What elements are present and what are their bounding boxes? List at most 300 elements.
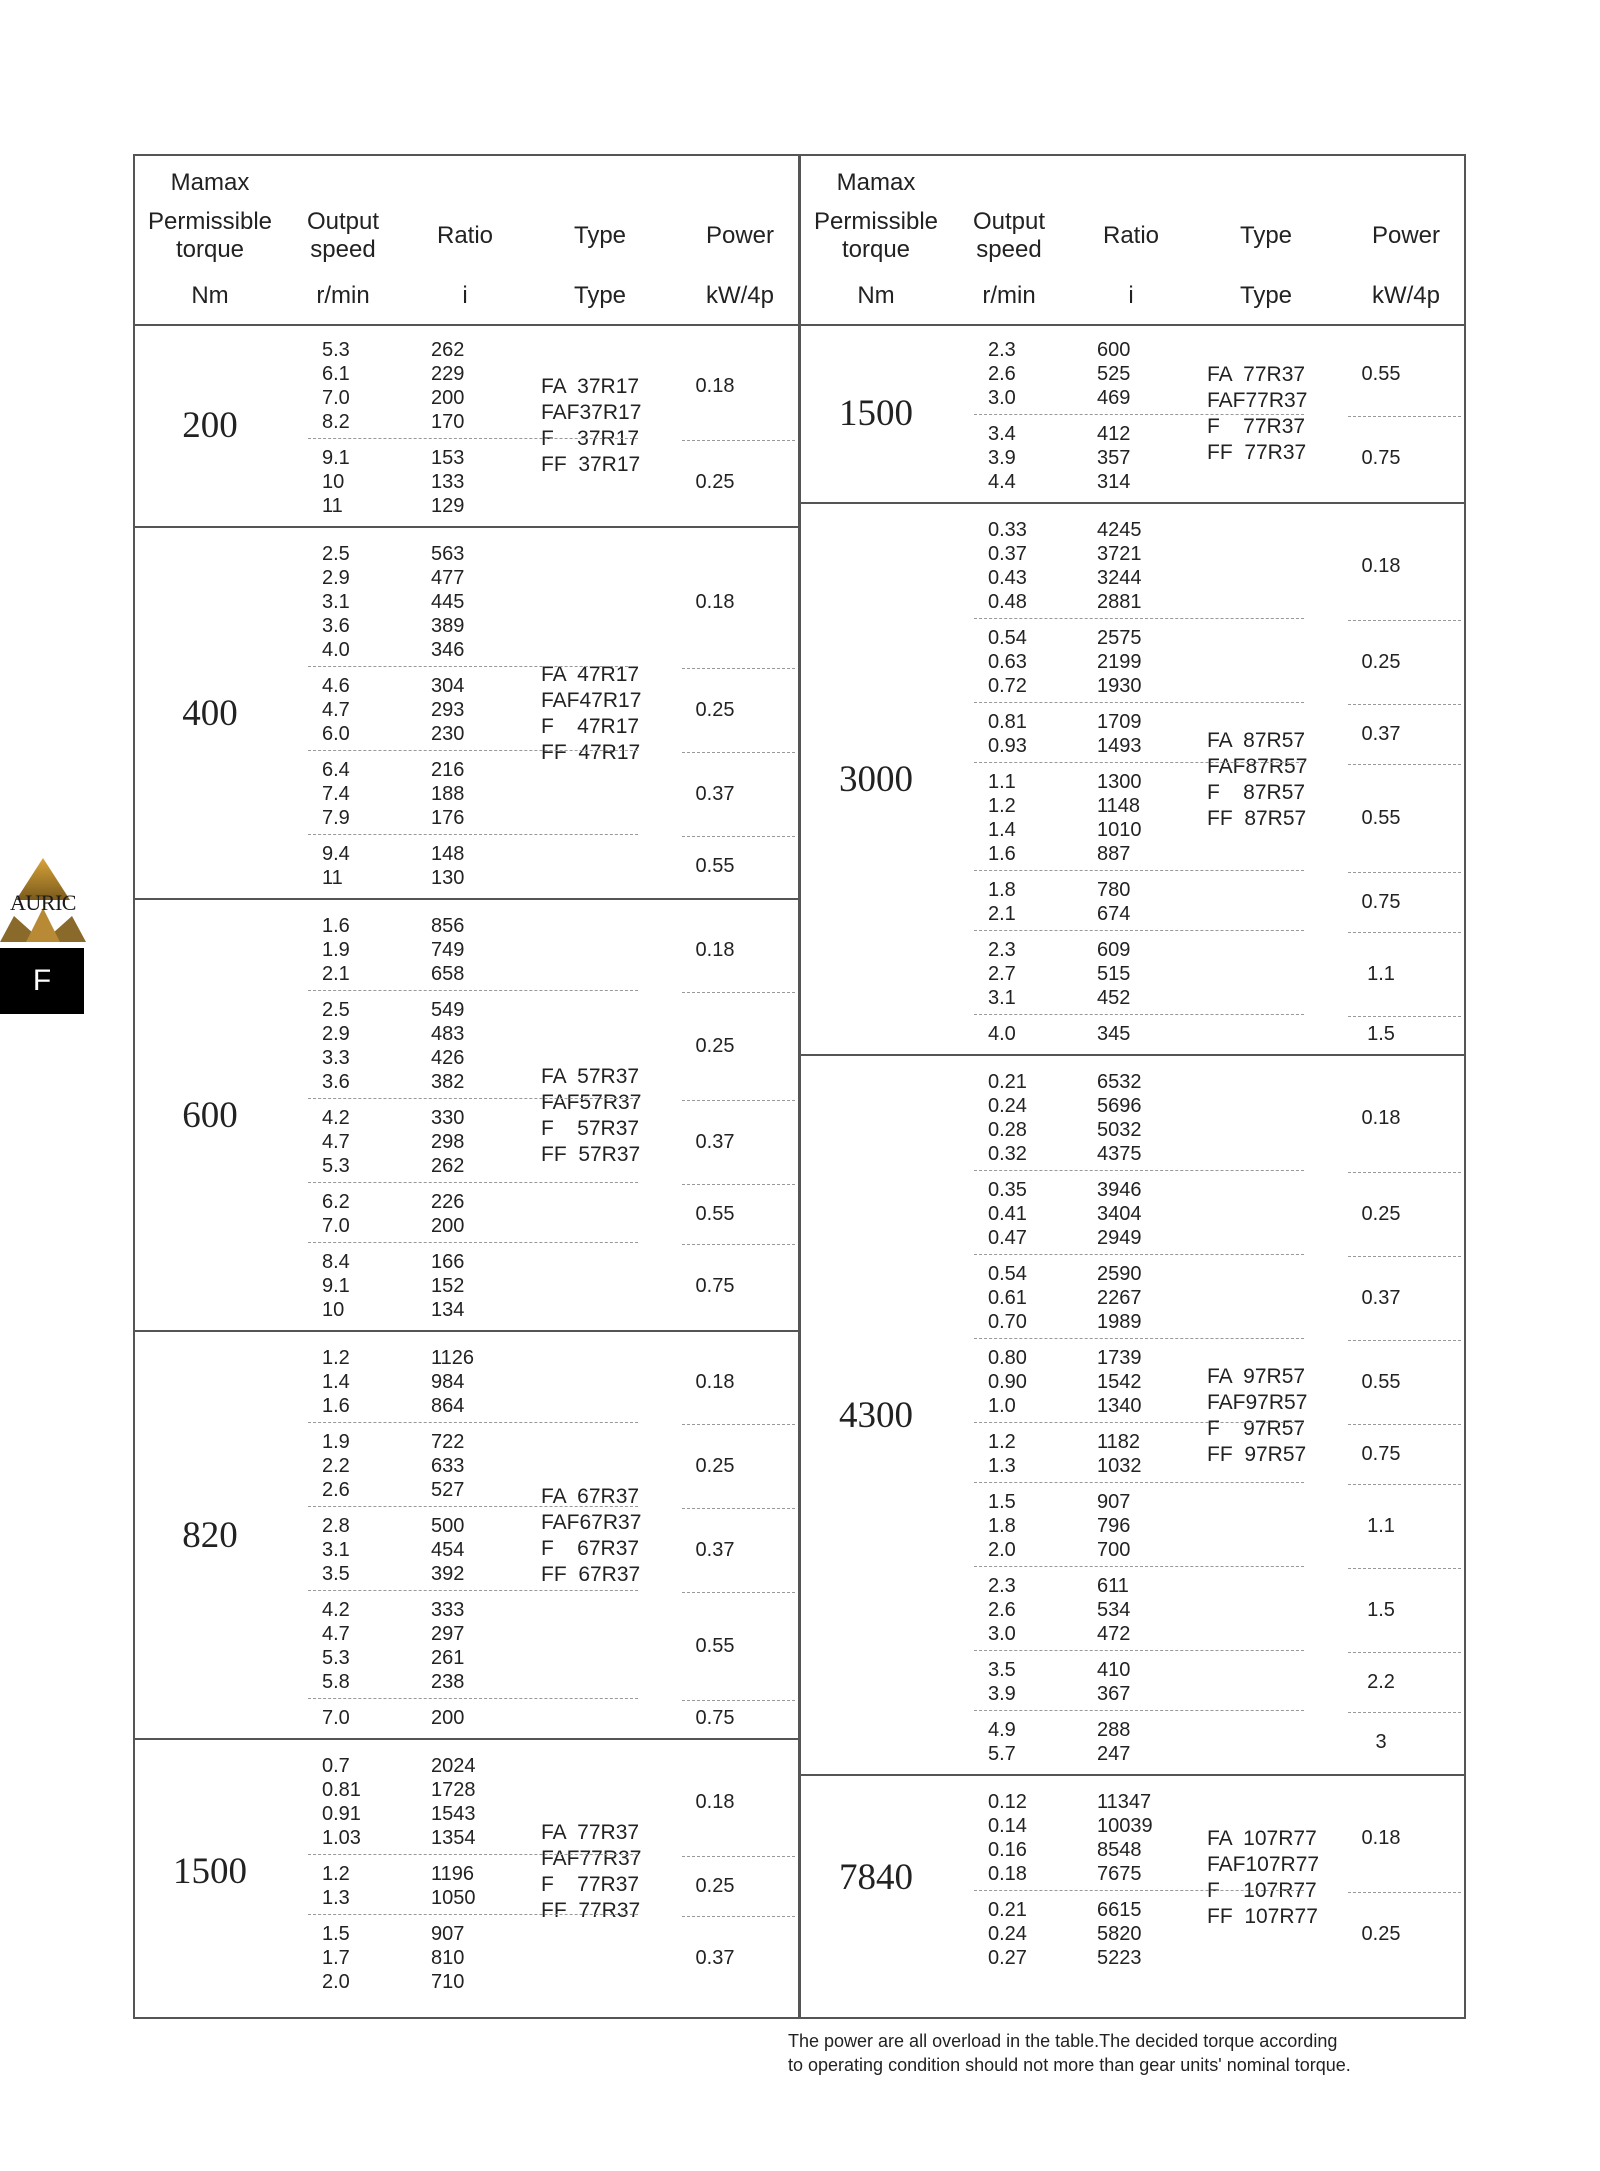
power-divider	[682, 440, 795, 441]
ratio: 611	[1097, 1575, 1129, 1597]
power-band	[135, 542, 798, 662]
power-divider	[1348, 872, 1461, 873]
output-speed: 4.2	[322, 1599, 350, 1621]
ratio: 1354	[431, 1827, 476, 1849]
torque-group	[801, 1056, 1464, 1776]
power-divider	[1348, 1340, 1461, 1341]
output-speed: 4.2	[322, 1107, 350, 1129]
output-speed: 2.6	[988, 363, 1016, 385]
header-power: Power	[1371, 222, 1441, 249]
torque-group	[135, 900, 798, 1332]
power-value: 0.55	[1361, 807, 1401, 829]
power-value: 0.37	[1361, 723, 1401, 745]
power-value: 0.75	[695, 1275, 735, 1297]
power-value: 0.25	[1361, 1203, 1401, 1225]
unit-power: kW/4p	[705, 282, 774, 309]
torque-group	[135, 1332, 798, 1740]
ratio: 2199	[1097, 651, 1142, 673]
output-speed: 0.91	[322, 1803, 361, 1825]
torque-value: 200	[182, 405, 238, 446]
ratio: 2949	[1097, 1227, 1142, 1249]
ratio: 1989	[1097, 1311, 1142, 1333]
power-value: 0.25	[1361, 651, 1401, 673]
ratio: 452	[1097, 987, 1131, 1009]
torque-group	[135, 324, 798, 528]
power-band	[801, 1790, 1464, 1886]
power-divider	[682, 752, 795, 753]
power-band	[801, 1022, 1464, 1046]
output-speed: 6.2	[322, 1191, 350, 1213]
output-speed: 0.81	[322, 1779, 361, 1801]
output-speed: 4.7	[322, 1131, 350, 1153]
output-speed: 1.4	[988, 819, 1016, 841]
ratio: 176	[431, 807, 465, 829]
ratio: 1148	[1097, 795, 1141, 817]
output-speed: 0.93	[988, 735, 1027, 757]
output-speed: 3.5	[322, 1563, 350, 1585]
type-code: FA 97R57	[1207, 1365, 1306, 1388]
output-speed: 0.27	[988, 1947, 1027, 1969]
output-speed: 0.54	[988, 1263, 1027, 1285]
ratio: 392	[431, 1563, 465, 1585]
power-band	[135, 1862, 798, 1910]
ratio: 298	[431, 1131, 465, 1153]
power-value: 3	[1375, 1731, 1387, 1753]
output-speed: 2.6	[322, 1479, 350, 1501]
output-speed: 0.72	[988, 675, 1027, 697]
output-speed: 1.0	[988, 1395, 1016, 1417]
output-speed: 11	[322, 495, 343, 517]
output-speed: 1.7	[322, 1947, 350, 1969]
power-value: 0.18	[1361, 1107, 1401, 1129]
output-speed: 2.5	[322, 999, 350, 1021]
output-speed: 6.1	[322, 363, 350, 385]
ratio: 1930	[1097, 675, 1142, 697]
header-type: Type	[573, 222, 627, 249]
header-speed-l1: Output	[306, 208, 380, 235]
ratio: 515	[1097, 963, 1131, 985]
type-code: F 37R17	[541, 427, 640, 450]
ratio: 170	[431, 411, 465, 433]
header-torque-l3: torque	[175, 236, 245, 263]
output-speed: 1.4	[322, 1371, 350, 1393]
power-band	[135, 1430, 798, 1502]
output-speed: 1.2	[322, 1347, 350, 1369]
torque-value: 400	[182, 693, 238, 734]
power-band	[801, 1718, 1464, 1766]
power-value: 0.25	[695, 1035, 735, 1057]
output-speed: 1.3	[988, 1455, 1016, 1477]
power-divider	[682, 668, 795, 669]
type-code: FAF47R17	[541, 689, 642, 712]
output-speed: 4.7	[322, 1623, 350, 1645]
ratio: 166	[431, 1251, 465, 1273]
ratio: 11347	[1097, 1791, 1152, 1813]
ratio: 426	[431, 1047, 465, 1069]
power-band	[135, 1250, 798, 1322]
output-speed: 2.9	[322, 567, 350, 589]
output-speed: 3.1	[322, 591, 350, 613]
power-band	[135, 1190, 798, 1238]
ratio: 262	[431, 339, 465, 361]
output-speed: 1.8	[988, 879, 1016, 901]
type-code: FAF37R17	[541, 401, 642, 424]
table-header	[801, 156, 1464, 326]
power-band	[135, 338, 798, 434]
output-speed: 3.6	[322, 615, 350, 637]
ratio: 749	[431, 939, 465, 961]
power-band	[801, 1262, 1464, 1334]
type-code: F 87R57	[1207, 781, 1306, 804]
power-band	[135, 1754, 798, 1850]
output-speed: 0.90	[988, 1371, 1027, 1393]
output-speed: 3.1	[322, 1539, 350, 1561]
output-speed: 3.9	[988, 1683, 1016, 1705]
output-speed: 3.1	[988, 987, 1016, 1009]
output-speed: 3.6	[322, 1071, 350, 1093]
output-speed: 1.6	[322, 1395, 350, 1417]
type-code: FAF77R37	[1207, 389, 1308, 412]
power-band	[135, 914, 798, 986]
ratio: 230	[431, 723, 465, 745]
ratio: 1709	[1097, 711, 1142, 733]
ratio: 1340	[1097, 1395, 1142, 1417]
ratio: 153	[431, 447, 465, 469]
output-speed: 4.4	[988, 471, 1016, 493]
ratio: 345	[1097, 1023, 1131, 1045]
header-torque-l3: torque	[841, 236, 911, 263]
output-speed: 0.48	[988, 591, 1027, 613]
ratio: 810	[431, 1947, 465, 1969]
ratio: 2024	[431, 1755, 476, 1777]
power-band	[135, 1598, 798, 1694]
ratio: 549	[431, 999, 465, 1021]
ratio: 1032	[1097, 1455, 1142, 1477]
output-speed: 5.3	[322, 339, 350, 361]
ratio: 1050	[431, 1887, 476, 1909]
power-divider	[1348, 1484, 1461, 1485]
ratio: 525	[1097, 363, 1131, 385]
type-code: FA 107R77	[1207, 1827, 1317, 1850]
ratio: 1010	[1097, 819, 1142, 841]
ratio: 5032	[1097, 1119, 1142, 1141]
output-speed: 4.6	[322, 675, 350, 697]
table-header	[135, 156, 798, 326]
power-divider	[1348, 1172, 1461, 1173]
power-band	[135, 1346, 798, 1418]
power-band	[135, 1514, 798, 1586]
output-speed: 9.1	[322, 1275, 350, 1297]
ratio: 262	[431, 1155, 465, 1177]
type-code: FA 77R37	[541, 1821, 640, 1844]
type-code: FA 47R17	[541, 663, 640, 686]
power-band	[801, 338, 1464, 410]
type-code: FA 37R17	[541, 375, 640, 398]
output-speed: 7.0	[322, 387, 350, 409]
power-band	[801, 1574, 1464, 1646]
ratio: 200	[431, 387, 465, 409]
output-speed: 4.9	[988, 1719, 1016, 1741]
output-speed: 2.3	[988, 1575, 1016, 1597]
output-speed: 0.28	[988, 1119, 1027, 1141]
type-code: FF 87R57	[1207, 807, 1307, 830]
output-speed: 2.0	[988, 1539, 1016, 1561]
power-value: 1.1	[1367, 963, 1395, 985]
output-speed: 6.0	[322, 723, 350, 745]
output-speed: 1.5	[988, 1491, 1016, 1513]
ratio: 2881	[1097, 591, 1142, 613]
power-band	[801, 1898, 1464, 1970]
ratio: 333	[431, 1599, 465, 1621]
output-speed: 0.54	[988, 627, 1027, 649]
power-value: 0.75	[1361, 891, 1401, 913]
output-speed: 0.70	[988, 1311, 1027, 1333]
ratio: 130	[431, 867, 465, 889]
type-code: FF 97R57	[1207, 1443, 1307, 1466]
header-speed-l2: speed	[976, 236, 1042, 263]
power-value: 0.18	[695, 1791, 735, 1813]
power-value: 0.37	[695, 1131, 735, 1153]
ratio: 152	[431, 1275, 465, 1297]
power-value: 0.18	[1361, 555, 1401, 577]
ratio: 633	[431, 1455, 465, 1477]
ratio: 1728	[431, 1779, 476, 1801]
ratio: 7675	[1097, 1863, 1142, 1885]
right-table	[799, 154, 1466, 2019]
footnote-line-1: The power are all overload in the table.The decided torque according	[788, 2031, 1338, 2051]
power-divider	[682, 1508, 795, 1509]
power-divider	[682, 1184, 795, 1185]
ratio: 200	[431, 1215, 465, 1237]
power-divider	[682, 1700, 795, 1701]
ratio: 261	[431, 1647, 465, 1669]
ratio: 2267	[1097, 1287, 1142, 1309]
output-speed: 2.7	[988, 963, 1016, 985]
ratio: 796	[1097, 1515, 1131, 1537]
ratio: 907	[1097, 1491, 1131, 1513]
power-band	[135, 842, 798, 890]
power-divider	[682, 1100, 795, 1101]
unit-speed: r/min	[982, 282, 1036, 309]
power-band	[801, 518, 1464, 614]
power-value: 2.2	[1367, 1671, 1395, 1693]
power-value: 0.37	[695, 783, 735, 805]
ratio: 148	[431, 843, 465, 865]
output-speed: 0.12	[988, 1791, 1027, 1813]
header-ratio: Ratio	[436, 222, 494, 249]
ratio: 5696	[1097, 1095, 1142, 1117]
output-speed: 0.24	[988, 1095, 1027, 1117]
ratio: 5820	[1097, 1923, 1142, 1945]
power-value: 1.5	[1367, 1599, 1395, 1621]
ratio: 8548	[1097, 1839, 1142, 1861]
output-speed: 1.8	[988, 1515, 1016, 1537]
ratio: 1300	[1097, 771, 1142, 793]
output-speed: 8.2	[322, 411, 350, 433]
output-speed: 2.8	[322, 1515, 350, 1537]
power-band	[801, 710, 1464, 758]
power-band	[801, 1346, 1464, 1418]
type-code: F 77R37	[1207, 415, 1306, 438]
ratio: 4245	[1097, 519, 1142, 541]
output-speed: 5.8	[322, 1671, 350, 1693]
power-band	[801, 422, 1464, 494]
power-divider	[1348, 1892, 1461, 1893]
power-value: 0.18	[695, 1371, 735, 1393]
ratio: 238	[431, 1671, 465, 1693]
torque-group	[801, 1776, 1464, 1980]
ratio: 454	[431, 1539, 465, 1561]
power-value: 0.25	[695, 699, 735, 721]
unit-torque: Nm	[191, 282, 229, 309]
output-speed: 4.7	[322, 699, 350, 721]
ratio: 2575	[1097, 627, 1142, 649]
ratio: 382	[431, 1071, 465, 1093]
output-speed: 3.5	[988, 1659, 1016, 1681]
ratio: 200	[431, 1707, 465, 1729]
ratio: 469	[1097, 387, 1131, 409]
power-value: 0.55	[695, 1635, 735, 1657]
output-speed: 10	[322, 1299, 345, 1321]
ratio: 658	[431, 963, 465, 985]
header-torque-l2: Permissible	[147, 208, 273, 235]
power-band	[801, 1178, 1464, 1250]
output-speed: 8.4	[322, 1251, 350, 1273]
output-speed: 0.47	[988, 1227, 1027, 1249]
ratio: 188	[431, 783, 465, 805]
ratio: 357	[1097, 447, 1131, 469]
type-code: FAF87R57	[1207, 755, 1308, 778]
power-value: 0.18	[695, 939, 735, 961]
ratio: 984	[431, 1371, 465, 1393]
output-speed: 3.3	[322, 1047, 350, 1069]
ratio: 500	[431, 1515, 465, 1537]
header-torque-l2: Permissible	[813, 208, 939, 235]
power-value: 0.55	[1361, 363, 1401, 385]
unit-type: Type	[573, 282, 627, 309]
header-torque-l1: Mamax	[170, 169, 250, 196]
power-band	[801, 878, 1464, 926]
power-value: 1.5	[1367, 1023, 1395, 1045]
ratio: 1739	[1097, 1347, 1142, 1369]
ratio: 226	[431, 1191, 465, 1213]
power-value: 0.37	[1361, 1287, 1401, 1309]
output-speed: 2.3	[988, 339, 1016, 361]
output-speed: 7.0	[322, 1707, 350, 1729]
type-code: F 67R37	[541, 1537, 640, 1560]
torque-group	[801, 504, 1464, 1056]
power-band	[801, 1658, 1464, 1706]
power-divider	[1348, 416, 1461, 417]
output-speed: 2.3	[988, 939, 1016, 961]
power-band	[135, 998, 798, 1094]
header-ratio: Ratio	[1102, 222, 1160, 249]
type-code: FAF67R37	[541, 1511, 642, 1534]
ratio: 412	[1097, 423, 1131, 445]
torque-value: 3000	[839, 759, 913, 800]
ratio: 1493	[1097, 735, 1142, 757]
ratio: 472	[1097, 1623, 1131, 1645]
unit-speed: r/min	[316, 282, 370, 309]
output-speed: 1.1	[988, 771, 1016, 793]
ratio: 1182	[1097, 1431, 1141, 1453]
power-divider	[1348, 704, 1461, 705]
type-code: FA 57R37	[541, 1065, 640, 1088]
output-speed: 5.7	[988, 1743, 1016, 1765]
header-speed-l1: Output	[972, 208, 1046, 235]
ratio: 367	[1097, 1683, 1131, 1705]
type-code: F 47R17	[541, 715, 640, 738]
output-speed: 1.5	[322, 1923, 350, 1945]
power-value: 0.37	[695, 1947, 735, 1969]
footnote	[788, 2029, 1488, 2077]
output-speed: 2.2	[322, 1455, 350, 1477]
type-code: FF 77R37	[541, 1899, 641, 1922]
output-speed: 0.63	[988, 651, 1027, 673]
section-tab[interactable]: F	[0, 948, 84, 1014]
power-divider	[682, 1856, 795, 1857]
output-speed: 0.43	[988, 567, 1027, 589]
power-value: 0.37	[695, 1539, 735, 1561]
output-speed: 2.0	[322, 1971, 350, 1993]
ratio: 1542	[1097, 1371, 1142, 1393]
ratio: 477	[431, 567, 465, 589]
ratio: 864	[431, 1395, 465, 1417]
power-band	[135, 1706, 798, 1730]
output-speed: 3.0	[988, 387, 1016, 409]
ratio: 445	[431, 591, 465, 613]
ratio: 710	[431, 1971, 465, 1993]
ratio: 6615	[1097, 1899, 1142, 1921]
ratio: 887	[1097, 843, 1131, 865]
power-divider	[682, 1424, 795, 1425]
power-divider	[1348, 1016, 1461, 1017]
output-speed: 3.4	[988, 423, 1016, 445]
ratio: 609	[1097, 939, 1131, 961]
output-speed: 5.3	[322, 1155, 350, 1177]
output-speed: 5.3	[322, 1647, 350, 1669]
power-value: 0.25	[695, 471, 735, 493]
power-divider	[682, 1244, 795, 1245]
unit-ratio: i	[1128, 282, 1134, 309]
type-code: F 97R57	[1207, 1417, 1306, 1440]
unit-type: Type	[1239, 282, 1293, 309]
power-value: 1.1	[1367, 1515, 1395, 1537]
power-divider	[1348, 1652, 1461, 1653]
header-type: Type	[1239, 222, 1293, 249]
output-speed: 10	[322, 471, 345, 493]
ratio: 297	[431, 1623, 465, 1645]
left-table	[133, 154, 800, 2019]
output-speed: 4.0	[322, 639, 350, 661]
ratio: 3946	[1097, 1179, 1142, 1201]
ratio: 856	[431, 915, 465, 937]
output-speed: 7.4	[322, 783, 350, 805]
type-code: FAF57R37	[541, 1091, 642, 1114]
type-code: F 107R77	[1207, 1879, 1317, 1902]
output-speed: 1.2	[988, 795, 1016, 817]
ratio: 247	[1097, 1743, 1131, 1765]
ratio: 527	[431, 1479, 465, 1501]
logo-text: AURIC	[10, 890, 76, 915]
power-band	[135, 1106, 798, 1178]
power-band	[801, 626, 1464, 698]
power-value: 0.18	[695, 591, 735, 613]
output-speed: 0.21	[988, 1071, 1027, 1093]
ratio: 1543	[431, 1803, 476, 1825]
output-speed: 9.4	[322, 843, 350, 865]
ratio: 3404	[1097, 1203, 1142, 1225]
